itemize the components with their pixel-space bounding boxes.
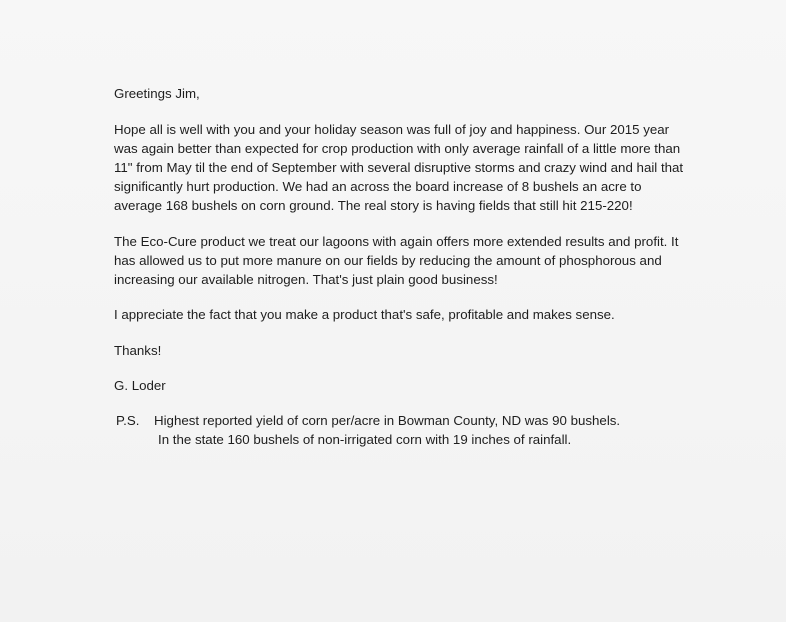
paragraph-1-line: significantly hurt production. We had an across the board increase of 8 bushels an acre to [114,179,642,194]
signature: G. Loder [114,378,166,393]
greeting: Greetings Jim, [114,86,200,101]
paragraph-1 [114,120,684,215]
paragraph-1-line: Hope all is well with you and your holiday season was full of joy and happiness. Our 2015 year [114,122,670,137]
letter-body [114,84,684,449]
closing: Thanks! [114,343,162,358]
postscript-line: In the state 160 bushels of non-irrigated corn with 19 inches of rainfall. [158,432,572,447]
paragraph-2-line: has allowed us to put more manure on our fields by reducing the amount of phosphorous and [114,253,662,268]
paragraph-2-line: The Eco-Cure product we treat our lagoons with again offers more extended results and profit. It [114,234,679,249]
paragraph-1-line: was again better than expected for crop production with only average rainfall of a little more than [114,141,681,156]
paragraph-2-line: increasing our available nitrogen. That's just plain good business! [114,272,498,287]
paragraph-3: I appreciate the fact that you make a product that's safe, profitable and makes sense. [114,307,615,322]
paragraph-1-line: average 168 bushels on corn ground. The real story is having fields that still hit 215-220! [114,198,633,213]
postscript [114,411,674,449]
paragraph-1-line: 11" from May til the end of September with several disruptive storms and crazy wind and hail that [114,160,684,175]
postscript-body [154,411,620,449]
postscript-line: Highest reported yield of corn per/acre in Bowman County, ND was 90 bushels. [154,413,621,428]
postscript-label: P.S. [116,413,140,428]
paragraph-2 [114,232,679,289]
